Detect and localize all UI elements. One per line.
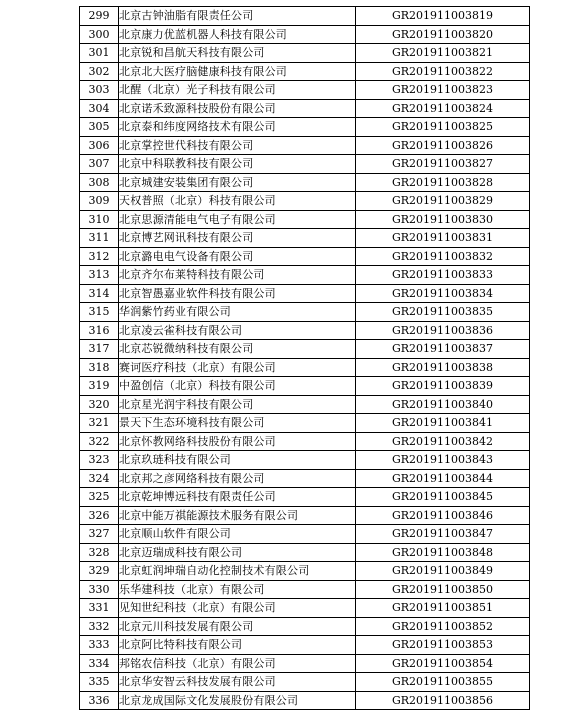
certificate-number: GR201911003821 <box>356 44 530 63</box>
certificate-number: GR201911003841 <box>356 414 530 433</box>
table-row <box>80 266 530 285</box>
company-name: 景天下生态环境科技有限公司 <box>119 414 356 433</box>
row-number: 334 <box>80 654 119 673</box>
row-number: 315 <box>80 303 119 322</box>
table-row <box>80 118 530 137</box>
table-row <box>80 488 530 507</box>
company-name: 北京诺禾致源科技股份有限公司 <box>119 99 356 118</box>
table-row <box>80 469 530 488</box>
table-row <box>80 395 530 414</box>
table-row <box>80 81 530 100</box>
certificate-number: GR201911003842 <box>356 432 530 451</box>
table-row <box>80 506 530 525</box>
row-number: 304 <box>80 99 119 118</box>
table-row <box>80 562 530 581</box>
certificate-number: GR201911003820 <box>356 25 530 44</box>
row-number: 306 <box>80 136 119 155</box>
row-number: 321 <box>80 414 119 433</box>
table-row <box>80 62 530 81</box>
certificate-number: GR201911003832 <box>356 247 530 266</box>
company-name: 北京华安智云科技发展有限公司 <box>119 673 356 692</box>
table-row <box>80 673 530 692</box>
table-row <box>80 321 530 340</box>
row-number: 308 <box>80 173 119 192</box>
table-body <box>80 7 530 710</box>
company-name: 北京掌控世代科技有限公司 <box>119 136 356 155</box>
company-name: 北京城建安装集团有限公司 <box>119 173 356 192</box>
table-row <box>80 691 530 710</box>
row-number: 320 <box>80 395 119 414</box>
company-name: 北京虹润坤瑞自动化控制技术有限公司 <box>119 562 356 581</box>
table-row <box>80 25 530 44</box>
row-number: 312 <box>80 247 119 266</box>
row-number: 322 <box>80 432 119 451</box>
table-row <box>80 377 530 396</box>
company-name: 北京中能万祺能源技术服务有限公司 <box>119 506 356 525</box>
certificate-number: GR201911003855 <box>356 673 530 692</box>
row-number: 331 <box>80 599 119 618</box>
certificate-number: GR201911003843 <box>356 451 530 470</box>
table-row <box>80 543 530 562</box>
table-row <box>80 636 530 655</box>
company-name: 北京邦之彦网络科技有限公司 <box>119 469 356 488</box>
company-name: 乐华建科技（北京）有限公司 <box>119 580 356 599</box>
row-number: 303 <box>80 81 119 100</box>
table-row <box>80 284 530 303</box>
table-row <box>80 525 530 544</box>
table-row <box>80 432 530 451</box>
company-name: 华润紫竹药业有限公司 <box>119 303 356 322</box>
row-number: 309 <box>80 192 119 211</box>
company-name: 北京迈瑞成科技有限公司 <box>119 543 356 562</box>
company-name: 北京中科联教科技有限公司 <box>119 155 356 174</box>
table-row <box>80 303 530 322</box>
table-row <box>80 155 530 174</box>
certificate-number: GR201911003830 <box>356 210 530 229</box>
company-name: 北京古钟油脂有限责任公司 <box>119 7 356 26</box>
table-row <box>80 617 530 636</box>
row-number: 307 <box>80 155 119 174</box>
certificate-number: GR201911003844 <box>356 469 530 488</box>
certificate-number: GR201911003856 <box>356 691 530 710</box>
company-name: 北京顺山软件有限公司 <box>119 525 356 544</box>
row-number: 302 <box>80 62 119 81</box>
certificate-number: GR201911003826 <box>356 136 530 155</box>
table-row <box>80 136 530 155</box>
certificate-number: GR201911003848 <box>356 543 530 562</box>
certificate-number: GR201911003828 <box>356 173 530 192</box>
certificate-number: GR201911003840 <box>356 395 530 414</box>
table-row <box>80 654 530 673</box>
company-name: 北京北大医疗脑健康科技有限公司 <box>119 62 356 81</box>
certificate-number: GR201911003845 <box>356 488 530 507</box>
company-name: 北京龙成国际文化发展股份有限公司 <box>119 691 356 710</box>
company-name: 北京潞电电气设备有限公司 <box>119 247 356 266</box>
row-number: 325 <box>80 488 119 507</box>
row-number: 330 <box>80 580 119 599</box>
company-name: 北醒（北京）光子科技有限公司 <box>119 81 356 100</box>
company-name: 北京乾坤博远科技有限责任公司 <box>119 488 356 507</box>
table-row <box>80 99 530 118</box>
certificate-number: GR201911003827 <box>356 155 530 174</box>
certificate-number: GR201911003854 <box>356 654 530 673</box>
row-number: 311 <box>80 229 119 248</box>
row-number: 333 <box>80 636 119 655</box>
row-number: 332 <box>80 617 119 636</box>
certificate-number: GR201911003834 <box>356 284 530 303</box>
company-name: 赛诃医疗科技（北京）有限公司 <box>119 358 356 377</box>
table-row <box>80 247 530 266</box>
table-row <box>80 414 530 433</box>
row-number: 319 <box>80 377 119 396</box>
company-name: 北京元川科技发展有限公司 <box>119 617 356 636</box>
company-name: 北京锐和昌航天科技有限公司 <box>119 44 356 63</box>
row-number: 328 <box>80 543 119 562</box>
certificate-number: GR201911003831 <box>356 229 530 248</box>
row-number: 335 <box>80 673 119 692</box>
certificate-number: GR201911003839 <box>356 377 530 396</box>
certificate-number: GR201911003829 <box>356 192 530 211</box>
row-number: 318 <box>80 358 119 377</box>
table-row <box>80 580 530 599</box>
row-number: 313 <box>80 266 119 285</box>
company-name: 北京智愚嘉业软件科技有限公司 <box>119 284 356 303</box>
table-row <box>80 358 530 377</box>
table-row <box>80 7 530 26</box>
table-row <box>80 192 530 211</box>
row-number: 324 <box>80 469 119 488</box>
row-number: 336 <box>80 691 119 710</box>
row-number: 314 <box>80 284 119 303</box>
table-row <box>80 451 530 470</box>
certificate-number: GR201911003846 <box>356 506 530 525</box>
row-number: 310 <box>80 210 119 229</box>
certificate-number: GR201911003851 <box>356 599 530 618</box>
certificate-number: GR201911003852 <box>356 617 530 636</box>
certificate-number: GR201911003833 <box>356 266 530 285</box>
company-name: 北京星光润宇科技有限公司 <box>119 395 356 414</box>
row-number: 301 <box>80 44 119 63</box>
company-name: 北京凌云雀科技有限公司 <box>119 321 356 340</box>
company-name: 北京芯锐微纳科技有限公司 <box>119 340 356 359</box>
company-name: 北京泰和纬度网络技术有限公司 <box>119 118 356 137</box>
table-row <box>80 44 530 63</box>
certificate-number: GR201911003837 <box>356 340 530 359</box>
certificate-number: GR201911003849 <box>356 562 530 581</box>
company-name: 北京阿比特科技有限公司 <box>119 636 356 655</box>
company-name: 中盈创信（北京）科技有限公司 <box>119 377 356 396</box>
company-name: 北京玖琏科技有限公司 <box>119 451 356 470</box>
row-number: 300 <box>80 25 119 44</box>
row-number: 316 <box>80 321 119 340</box>
certificate-number: GR201911003853 <box>356 636 530 655</box>
row-number: 329 <box>80 562 119 581</box>
certificate-number: GR201911003847 <box>356 525 530 544</box>
table-row <box>80 173 530 192</box>
company-name: 北京博艺网讯科技有限公司 <box>119 229 356 248</box>
certificate-number: GR201911003823 <box>356 81 530 100</box>
row-number: 323 <box>80 451 119 470</box>
certificate-number: GR201911003835 <box>356 303 530 322</box>
certificate-number: GR201911003836 <box>356 321 530 340</box>
company-name: 北京齐尔布莱特科技有限公司 <box>119 266 356 285</box>
table-row <box>80 340 530 359</box>
company-name: 北京怀教网络科技股份有限公司 <box>119 432 356 451</box>
table-row <box>80 210 530 229</box>
row-number: 299 <box>80 7 119 26</box>
company-name: 北京康力优蓝机器人科技有限公司 <box>119 25 356 44</box>
certificate-number: GR201911003850 <box>356 580 530 599</box>
row-number: 326 <box>80 506 119 525</box>
row-number: 317 <box>80 340 119 359</box>
row-number: 327 <box>80 525 119 544</box>
row-number: 305 <box>80 118 119 137</box>
table-row <box>80 599 530 618</box>
certificate-number: GR201911003824 <box>356 99 530 118</box>
table-row <box>80 229 530 248</box>
certificate-number: GR201911003822 <box>356 62 530 81</box>
certificate-number: GR201911003825 <box>356 118 530 137</box>
certificate-number: GR201911003838 <box>356 358 530 377</box>
company-name: 邦铭农信科技（北京）有限公司 <box>119 654 356 673</box>
certificate-number: GR201911003819 <box>356 7 530 26</box>
company-name: 见知世纪科技（北京）有限公司 <box>119 599 356 618</box>
company-certificate-table <box>79 6 530 710</box>
company-name: 天权普照（北京）科技有限公司 <box>119 192 356 211</box>
company-name: 北京思源清能电气电子有限公司 <box>119 210 356 229</box>
